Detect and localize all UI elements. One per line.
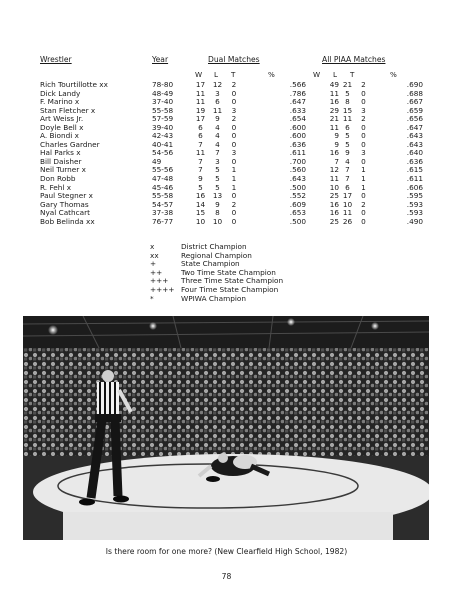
legend-meaning: Two Time State Champion (181, 267, 276, 277)
cell-year: 45-46 (152, 182, 174, 192)
cell-dw: 14 (195, 199, 206, 209)
cell-pp: .593 (406, 199, 423, 209)
cell-dl: 6 (215, 97, 220, 107)
cell-pl: 5 (345, 139, 350, 149)
cell-pt: 0 (361, 208, 366, 218)
cell-pw: 16 (329, 148, 339, 158)
legend-symbol: +++ (150, 276, 169, 286)
cell-dw: 11 (195, 88, 206, 98)
cell-pp: .656 (406, 114, 423, 124)
cell-pp: .647 (406, 122, 423, 132)
cell-pt: 0 (361, 139, 366, 149)
cell-dw: 7 (198, 165, 203, 175)
cell-pl: 21 (342, 80, 353, 89)
cell-pt: 2 (361, 114, 366, 124)
cell-dt: 0 (231, 139, 237, 149)
cell-pl: 6 (345, 182, 350, 192)
cell-dt: 2 (231, 80, 237, 89)
cell-pw: 10 (329, 182, 339, 192)
cell-pw: 7 (334, 156, 339, 166)
cell-name: F. Marino x (40, 97, 80, 107)
cell-pw: 16 (329, 208, 339, 218)
cell-dw: 15 (195, 208, 206, 218)
cell-dw: 10 (195, 216, 206, 226)
cell-pp: .611 (406, 174, 423, 184)
cell-pp: .643 (406, 139, 423, 149)
cell-pw: 9 (334, 139, 339, 149)
cell-name: R. Fehl x (40, 182, 72, 192)
cell-pt: 3 (361, 105, 366, 115)
cell-year: 78-80 (152, 80, 174, 89)
legend-item (150, 295, 283, 304)
cell-dl: 9 (215, 114, 220, 124)
cell-year: 55-58 (152, 191, 174, 201)
cell-name: Bill Daisher (40, 156, 82, 166)
cell-pp: .640 (406, 148, 423, 158)
cell-dt: 0 (231, 156, 237, 166)
cell-dl: 5 (215, 165, 220, 175)
cell-dp: .500 (289, 216, 306, 226)
cell-dw: 6 (198, 131, 203, 141)
cell-year: 55-58 (152, 105, 174, 115)
cell-pl: 4 (345, 156, 350, 166)
cell-pw: 9 (334, 131, 339, 141)
wrestler-records-table (40, 81, 423, 226)
cell-name: Gary Thomas (40, 199, 89, 209)
photo-caption: Is there room for one more? (New Clearfield High School, 1982) (105, 547, 348, 556)
cell-pl: 5 (345, 88, 350, 98)
cell-pp: .688 (406, 88, 423, 98)
cell-pt: 2 (361, 199, 366, 209)
cell-pt: 0 (361, 97, 366, 107)
cell-dt: 2 (231, 114, 237, 124)
cell-dl: 13 (212, 191, 223, 201)
subheader-dual-pct: % (268, 70, 275, 79)
cell-dl: 4 (215, 122, 220, 132)
subheader-piaa-t: T (350, 70, 355, 79)
cell-dl: 9 (215, 199, 220, 209)
cell-dp: .500 (289, 182, 306, 192)
cell-dt: 0 (231, 216, 237, 226)
cell-dp: .600 (289, 131, 306, 141)
legend-symbol: xx (150, 250, 159, 260)
header-wrestler: Wrestler (40, 55, 72, 64)
cell-dt: 0 (231, 122, 237, 132)
cell-dl: 12 (212, 80, 223, 89)
cell-dt: 0 (231, 208, 237, 218)
cell-pw: 11 (329, 122, 339, 132)
cell-dp: .600 (289, 122, 306, 132)
cell-dw: 17 (195, 114, 206, 124)
cell-name: A. Biondi x (40, 131, 79, 141)
legend-meaning: District Champion (181, 242, 247, 251)
cell-dw: 19 (195, 105, 206, 115)
cell-dl: 3 (215, 156, 220, 166)
legend-meaning: Three Time State Champion (181, 276, 284, 286)
cell-pw: 29 (329, 105, 339, 115)
header-piaa-matches: All PIAA Matches (322, 55, 386, 64)
cell-pp: .593 (406, 208, 423, 218)
cell-pt: 1 (361, 182, 366, 192)
cell-pt: 0 (361, 131, 366, 141)
cell-dw: 11 (195, 148, 206, 158)
cell-year: 54-56 (152, 148, 174, 158)
cell-pp: .643 (406, 131, 423, 141)
cell-dp: .647 (289, 97, 306, 107)
legend-meaning: Four Time State Champion (181, 284, 279, 294)
cell-pw: 49 (329, 80, 339, 89)
subheader-piaa-pct: % (390, 70, 397, 79)
cell-year: 55-56 (152, 165, 174, 175)
cell-dl: 4 (215, 131, 220, 141)
legend-meaning: State Champion (181, 259, 240, 269)
cell-name: Bob Belinda xx (40, 216, 95, 226)
cell-dw: 9 (198, 174, 203, 184)
cell-year: 54-57 (152, 199, 174, 209)
cell-dt: 3 (231, 148, 237, 158)
legend-symbol: ++ (150, 267, 163, 277)
subheader-dual-t: T (231, 70, 236, 79)
cell-pw: 11 (329, 88, 339, 98)
cell-year: 57-59 (152, 114, 174, 124)
table-row (40, 218, 423, 227)
cell-dt: 0 (231, 88, 237, 98)
cell-dt: 0 (231, 191, 237, 201)
cell-dw: 6 (198, 122, 203, 132)
champion-legend (150, 243, 283, 303)
cell-year: 40-41 (152, 139, 174, 149)
cell-dt: 1 (231, 174, 237, 184)
legend-symbol: x (150, 242, 155, 251)
cell-dp: .654 (289, 114, 306, 124)
cell-pl: 7 (345, 174, 350, 184)
cell-name: Don Robb (40, 174, 76, 184)
cell-pt: 0 (361, 156, 366, 166)
legend-symbol: ++++ (150, 284, 175, 294)
cell-pl: 9 (345, 148, 350, 158)
cell-pl: 15 (342, 105, 353, 115)
cell-pl: 6 (345, 122, 350, 132)
cell-pt: 2 (361, 80, 366, 89)
cell-pw: 21 (329, 114, 339, 124)
cell-pt: 0 (361, 88, 366, 98)
cell-pp: .606 (406, 182, 423, 192)
cell-pp: .690 (406, 80, 423, 89)
cell-dt: 2 (231, 199, 237, 209)
cell-dl: 8 (215, 208, 220, 218)
cell-pw: 12 (329, 165, 339, 175)
cell-dw: 5 (198, 182, 203, 192)
cell-name: Stan Fletcher x (40, 105, 96, 115)
subheader-piaa-w: W (313, 70, 321, 79)
cell-pp: .636 (406, 156, 423, 166)
cell-name: Dick Landy (40, 88, 81, 98)
cell-name: Rich Tourtillotte xx (40, 80, 108, 89)
cell-name: Paul Stegner x (40, 191, 93, 201)
cell-pw: 11 (329, 174, 339, 184)
subheader-piaa-l: L (333, 70, 338, 79)
cell-pp: .615 (406, 165, 423, 175)
cell-dw: 17 (195, 80, 206, 89)
wrestling-gym-photo (23, 316, 429, 540)
cell-dp: .636 (289, 139, 306, 149)
cell-dl: 5 (215, 182, 220, 192)
cell-dt: 1 (231, 182, 237, 192)
wrestling-photo-illustration (23, 316, 429, 540)
cell-pt: 0 (361, 191, 366, 201)
cell-dl: 10 (212, 216, 223, 226)
wrestler-records-body (40, 81, 423, 226)
cell-name: Art Weiss Jr. (40, 114, 84, 124)
cell-dw: 11 (195, 97, 206, 107)
cell-pl: 5 (345, 131, 350, 141)
legend-meaning: Regional Champion (181, 250, 252, 260)
cell-dw: 7 (198, 139, 203, 149)
cell-dl: 5 (215, 174, 220, 184)
cell-year: 42-43 (152, 131, 174, 141)
cell-year: 49 (152, 156, 162, 166)
cell-dt: 3 (231, 105, 237, 115)
cell-dp: .653 (289, 208, 306, 218)
cell-pw: 25 (329, 216, 339, 226)
cell-dp: .552 (289, 191, 306, 201)
cell-name: Doyle Bell x (40, 122, 84, 132)
cell-pl: 7 (345, 165, 350, 175)
cell-pw: 16 (329, 199, 339, 209)
cell-dp: .633 (289, 105, 306, 115)
cell-dp: .786 (289, 88, 306, 98)
header-dual-matches: Dual Matches (208, 55, 260, 64)
cell-dp: .643 (289, 174, 306, 184)
cell-dp: .609 (289, 199, 306, 209)
cell-pl: 10 (342, 199, 353, 209)
cell-pw: 25 (329, 191, 339, 201)
cell-pp: .490 (406, 216, 423, 226)
cell-pp: .659 (406, 105, 423, 115)
cell-dw: 7 (198, 156, 203, 166)
cell-dl: 11 (212, 105, 223, 115)
cell-pw: 16 (329, 97, 339, 107)
legend-meaning: WPIWA Champion (181, 293, 246, 303)
cell-year: 48-49 (152, 88, 174, 98)
cell-dp: .700 (289, 156, 306, 166)
cell-dt: 0 (231, 131, 237, 141)
cell-dl: 7 (215, 148, 220, 158)
cell-pt: 0 (361, 216, 366, 226)
cell-year: 39-40 (152, 122, 174, 132)
cell-name: Charles Gardner (40, 139, 100, 149)
cell-pl: 8 (345, 97, 350, 107)
subheader-dual-w: W (195, 70, 203, 79)
cell-dt: 1 (231, 165, 237, 175)
cell-name: Hal Parks x (40, 148, 81, 158)
cell-dt: 0 (231, 97, 237, 107)
cell-pl: 11 (342, 114, 353, 124)
cell-year: 47-48 (152, 174, 174, 184)
cell-pl: 17 (342, 191, 353, 201)
cell-name: Neil Turner x (40, 165, 86, 175)
cell-dl: 4 (215, 139, 220, 149)
page-number: 78 (221, 572, 232, 581)
cell-dp: .611 (289, 148, 306, 158)
cell-pt: 1 (361, 165, 366, 175)
legend-symbol: * (150, 293, 154, 303)
cell-pp: .667 (406, 97, 423, 107)
cell-year: 76-77 (152, 216, 174, 226)
cell-pt: 1 (361, 174, 366, 184)
cell-dw: 16 (195, 191, 206, 201)
cell-dp: .566 (289, 80, 306, 89)
cell-dl: 3 (215, 88, 220, 98)
cell-pl: 26 (342, 216, 353, 226)
subheader-dual-l: L (214, 70, 219, 79)
cell-year: 37-40 (152, 97, 174, 107)
header-year: Year (152, 55, 169, 64)
cell-name: Nyal Cathcart (40, 208, 90, 218)
cell-dp: .560 (289, 165, 306, 175)
legend-symbol: + (150, 259, 157, 269)
cell-pt: 3 (361, 148, 366, 158)
cell-pl: 11 (342, 208, 353, 218)
cell-pt: 0 (361, 122, 366, 132)
cell-year: 37-38 (152, 208, 174, 218)
cell-pp: .595 (406, 191, 423, 201)
